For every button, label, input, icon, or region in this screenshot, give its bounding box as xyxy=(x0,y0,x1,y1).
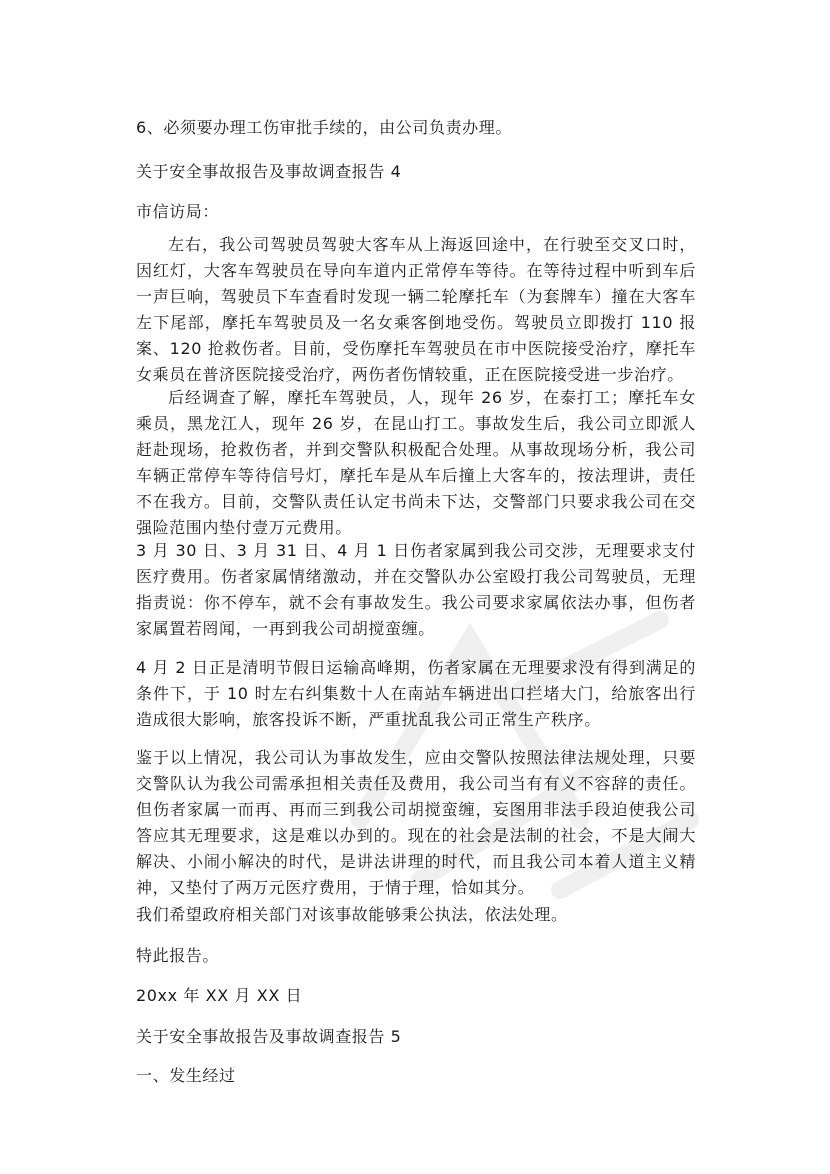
company-position-paragraph: 鉴于以上情况，我公司认为事故发生，应由交警队按照法律法规处理，只要交警队认为我公司需承担相关责任及费用，我公司当有有义不容辞的责任。但伤者家属一而再、再而三到我公司胡搅蛮缠，妄图用非法手段迫使我公司答应其无理要求，这是难以办到的。现在的社会是法制的社会，不是大闹大解决、小闹小解决的时代，是讲法讲理的时代，而且我公司本着人道主义精神，又垫付了两万元医疗费用，于情于理，恰如其分。 xyxy=(136,748,696,897)
report-date: 20xx 年 XX 月 XX 日 xyxy=(136,986,303,1005)
section-heading-occurrence: 一、发生经过 xyxy=(136,1066,236,1085)
report-title-4: 关于安全事故报告及事故调查报告 4 xyxy=(136,162,402,181)
accident-description-paragraph: 左右，我公司驾驶员驾驶大客车从上海返回途中，在行驶至交叉口时，因红灯，大客车驾驶员在导向车道内正常停车等待。在等待过程中听到车后一声巨响，驾驶员下车查看时发现一辆二轮摩托车（为套牌车）撞在大客车左下尾部，摩托车驾驶员及一名女乘客倒地受伤。驾驶员立即拨打 110 报案、120 抢救伤者。目前，受伤摩托车驾驶员在市中医院接受治疗，摩托车女乘员在普济医院接受治疗，两伤者伤情较重，正在医院接受进一步治疗。 xyxy=(136,235,696,384)
traffic-blockade-paragraph: 4 月 2 日正是清明节假日运输高峰期，伤者家属在无理要求没有得到满足的条件下，于 10 时左右纠集数十人在南站车辆进出口拦堵大门，给旅客出行造成很大影响，旅客投诉不断，严重扰乱我公司正常生产秩序。 xyxy=(136,658,696,729)
closing-remark: 特此报告。 xyxy=(136,946,220,965)
recipient-salutation: 市信访局： xyxy=(136,202,220,221)
investigation-paragraph: 后经调查了解，摩托车驾驶员，人，现年 26 岁，在泰打工；摩托车女乘员，黑龙江人，现年 26 岁，在昆山打工。事故发生后，我公司立即派人赶赴现场，抢救伤者，并到交警队积极配合处理。从事故现场分析，我公司车辆正常停车等待信号灯，摩托车是从车后撞上大客车的，按法理讲，责任不在我方。目前，交警队责任认定书尚未下达，交警部门只要求我公司在交强险范围内垫付壹万元费用。 xyxy=(136,388,696,537)
family-dispute-paragraph: 3 月 30 日、3 月 31 日、4 月 1 日伤者家属到我公司交涉，无理要求支付医疗费用。伤者家属情绪激动，并在交警队办公室殴打我公司驾驶员，无理指责说：你不停车，就不会有事故发生。我公司要求家属依法办事，但伤者家属置若罔闻，一再到我公司胡搅蛮缠。 xyxy=(136,541,696,638)
request-paragraph: 我们希望政府相关部门对该事故能够秉公执法，依法处理。 xyxy=(136,905,568,924)
clause-6: 6、必须要办理工伤审批手续的，由公司负责办理。 xyxy=(136,118,512,137)
report-title-5: 关于安全事故报告及事故调查报告 5 xyxy=(136,1027,402,1046)
